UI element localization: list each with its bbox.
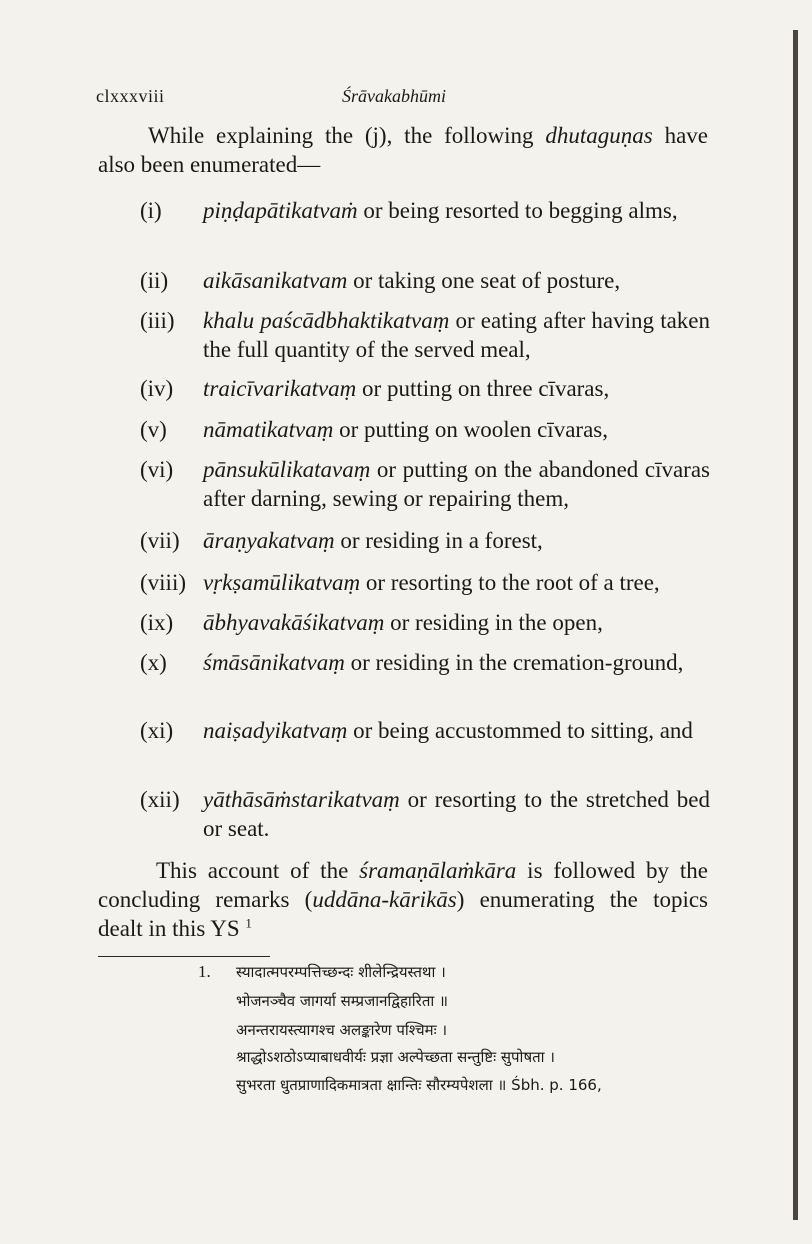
dhutagunas-term: dhutaguṇas — [545, 123, 653, 148]
footnote-line: 1. स्यादात्मपरम्पत्तिच्छन्दः शीलेन्द्रियस्तथा । — [198, 962, 446, 981]
item-number: (viii) — [140, 570, 186, 595]
list-item — [140, 648, 710, 677]
footnote-line: श्राद्धोऽशठोऽप्याबाधवीर्यः प्रज्ञा अल्पेच्छता सन्तुष्टिः सुपोषता । — [236, 1048, 555, 1066]
list-item — [140, 568, 710, 597]
item-term: piṇḍapātikatvaṁ — [203, 198, 358, 223]
footnote-marker: 1 — [245, 915, 252, 931]
list-item — [140, 455, 710, 513]
list-item — [140, 306, 710, 364]
item-term: traicīvarikatvaṃ — [203, 376, 357, 401]
item-number: (xii) — [140, 787, 180, 812]
item-description: or residing in a forest, — [334, 528, 543, 553]
item-term: yāthāsāṁstarikatvaṃ — [203, 787, 400, 812]
footnote-line: सुभरता धुतप्राणादिकमात्रता क्षान्तिः सौरम्यपेशला ॥ Śbh. p. 166, — [236, 1076, 602, 1094]
list-item — [140, 608, 710, 637]
item-description: or resorting to the stretched bed or seat. — [203, 787, 710, 841]
list-item — [140, 526, 710, 555]
closing-paragraph: This account of the śramaṇālaṁkāra is followed by the concluding remarks (uddāna-kārikās) enumerating the topics dealt in this YS $^1$ — [98, 858, 709, 941]
item-description: or resorting to the root of a tree, — [360, 570, 660, 595]
item-term: āraṇyakatvaṃ — [203, 528, 335, 553]
item-number: (x) — [140, 650, 167, 675]
footnote-line: अनन्तरायस्त्यागश्च अलङ्कारेण पश्चिमः । — [236, 1021, 448, 1039]
item-number: (iv) — [140, 376, 174, 401]
item-number: (iii) — [140, 308, 175, 333]
sramanalamkara-term: śramaṇālaṁkāra — [359, 858, 517, 883]
footnote-line: भोजनञ्चैव जागर्या सम्प्रजानद्विहारिता ॥ — [236, 992, 449, 1010]
footnote-number: 1. — [198, 962, 211, 981]
item-number: (ii) — [140, 268, 169, 293]
item-term: naiṣadyikatvaṃ — [203, 718, 348, 743]
uddana-karikas-term: uddāna-kārikās — [312, 887, 457, 912]
item-term: ābhyavakāśikatvaṃ — [203, 610, 385, 635]
item-description: or residing in the cremation-ground, — [344, 650, 684, 675]
item-term: śmāsānikatvaṃ — [203, 650, 345, 675]
item-term: nāmatikatvaṃ — [203, 417, 334, 442]
footnote-divider — [98, 956, 270, 957]
item-number: (i) — [140, 198, 162, 223]
item-term: aikāsanikatvam — [203, 268, 348, 293]
list-item — [140, 716, 710, 745]
item-description: or being accustommed to sitting, and — [347, 718, 693, 743]
item-description: or putting on three cīvaras, — [356, 376, 610, 401]
running-title: Śrāvakabhūmi — [342, 86, 446, 106]
list-item — [140, 415, 710, 444]
item-term: khalu paścādbhaktikatvaṃ — [203, 308, 450, 333]
item-number: (xi) — [140, 718, 174, 743]
item-description: or putting on the abandoned cīvaras after darning, sewing or repairing them, — [203, 457, 710, 511]
item-number: (ix) — [140, 610, 174, 635]
list-item — [140, 785, 710, 843]
item-description: or eating after having taken the full quantity of the served meal, — [203, 308, 710, 362]
item-description: or residing in the open, — [384, 610, 603, 635]
item-term: pānsukūlikatavaṃ — [203, 457, 371, 482]
item-number: (vi) — [140, 457, 174, 482]
list-item — [140, 266, 710, 295]
list-item — [140, 374, 710, 403]
list-item — [140, 196, 710, 225]
item-term: vṛkṣamūlikatvaṃ — [203, 570, 361, 595]
item-description: or taking one seat of posture, — [347, 268, 621, 293]
item-number: (vii) — [140, 528, 180, 553]
intro-paragraph: While explaining the (j), the following dhutaguṇas have also been enumerated— — [98, 123, 708, 177]
page-number: clxxxviii — [96, 86, 165, 106]
item-number: (v) — [140, 417, 167, 442]
item-description: or being resorted to begging alms, — [357, 198, 678, 223]
page-header — [96, 86, 716, 110]
item-description: or putting on woolen cīvaras, — [333, 417, 608, 442]
